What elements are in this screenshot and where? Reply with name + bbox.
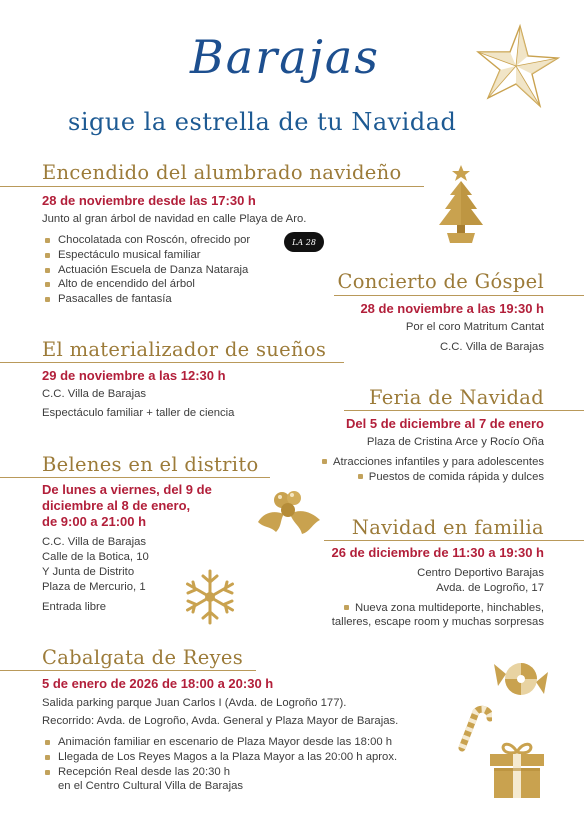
event-activities-list — [42, 735, 397, 779]
event-activities-list — [42, 233, 250, 307]
christmas-tree-icon — [432, 165, 490, 247]
event-activities-list — [344, 601, 544, 616]
event-location: Avda. de Logroño, 17 — [436, 582, 544, 594]
event-date: 5 de enero de 2026 de 18:00 a 20:30 h — [42, 676, 274, 691]
section-title-cabalgata: Cabalgata de Reyes — [42, 646, 244, 669]
event-date: 28 de noviembre desde las 17:30 h — [42, 193, 256, 208]
candy-icon — [492, 654, 550, 702]
event-date: Del 5 de diciembre al 7 de enero — [346, 416, 544, 431]
section-title-familia: Navidad en familia — [351, 516, 544, 539]
gift-icon — [486, 738, 548, 800]
event-start: Salida parking parque Juan Carlos I (Avda. de Logroño 177). — [42, 697, 347, 709]
section-title-materializador: El materializador de sueños — [42, 338, 327, 361]
event-date: 29 de noviembre a las 12:30 h — [42, 368, 226, 383]
event-location: C.C. Villa de Barajas — [42, 536, 147, 548]
list-item: Alto de encendido del árbol — [42, 277, 250, 292]
list-item: Espectáculo musical familiar — [42, 248, 250, 263]
snowflake-icon — [180, 567, 240, 627]
event-location: Plaza de Cristina Arce y Rocío Oña — [366, 436, 544, 448]
list-item-continuation: en el Centro Cultural Villa de Barajas — [58, 780, 244, 792]
event-date: 28 de noviembre a las 19:30 h — [360, 301, 544, 316]
star-icon — [470, 22, 562, 114]
event-detail: Espectáculo familiar + taller de ciencia — [42, 407, 235, 419]
event-activities-list — [322, 455, 544, 485]
event-location: Junto al gran árbol de navidad en calle Playa de Aro. — [42, 213, 307, 225]
divider — [334, 295, 584, 296]
page-subtitle: sigue la estrella de tu Navidad — [68, 108, 457, 136]
event-location: C.C. Villa de Barajas — [439, 341, 544, 353]
event-location: Y Junta de Distrito — [42, 566, 135, 578]
section-title-feria: Feria de Navidad — [369, 386, 544, 409]
event-location: Plaza de Mercurio, 1 — [42, 581, 146, 593]
event-date-line: de 9:00 a 21:00 h — [42, 514, 147, 529]
list-item: Recepción Real desde las 20:30 h — [42, 765, 397, 780]
list-item: Animación familiar en escenario de Plaza Mayor desde las 18:00 h — [42, 735, 397, 750]
list-item: Atracciones infantiles y para adolescentes — [322, 455, 544, 470]
event-date-line: diciembre al 8 de enero, — [42, 498, 191, 513]
event-date-line: De lunes a viernes, del 9 de — [42, 482, 212, 497]
event-location: C.C. Villa de Barajas — [42, 388, 147, 400]
event-date: 26 de diciembre de 11:30 a 19:30 h — [331, 545, 544, 560]
event-detail: Por el coro Matritum Cantat — [405, 321, 544, 333]
divider — [0, 670, 256, 671]
list-item-continuation: talleres, escape room y muchas sorpresas — [331, 616, 544, 628]
event-route: Recorrido: Avda. de Logroño, Avda. General y Plaza Mayor de Barajas. — [42, 715, 399, 727]
logo-text: LA 28 — [292, 237, 316, 247]
list-item: Chocolatada con Roscón, ofrecido por — [42, 233, 250, 248]
list-item: Pasacalles de fantasía — [42, 292, 250, 307]
section-title-encendido: Encendido del alumbrado navideño — [42, 161, 402, 184]
list-item: Nueva zona multideporte, hinchables, — [344, 601, 544, 616]
divider — [0, 186, 424, 187]
la28-logo — [284, 232, 324, 252]
list-item: Puestos de comida rápida y dulces — [322, 470, 544, 485]
list-item: Llegada de Los Reyes Magos a la Plaza Mayor a las 20:00 h aprox. — [42, 750, 397, 765]
divider — [344, 410, 584, 411]
divider — [324, 540, 584, 541]
event-location: Centro Deportivo Barajas — [417, 567, 544, 579]
page-title: Barajas — [190, 30, 380, 84]
section-title-belenes: Belenes en el distrito — [42, 453, 259, 476]
divider — [0, 477, 270, 478]
holly-icon — [254, 484, 324, 536]
list-item: Actuación Escuela de Danza Nataraja — [42, 263, 250, 278]
event-location: Calle de la Botica, 10 — [42, 551, 149, 563]
divider — [0, 362, 344, 363]
section-title-gospel: Concierto de Góspel — [337, 270, 544, 293]
event-note: Entrada libre — [42, 601, 107, 613]
